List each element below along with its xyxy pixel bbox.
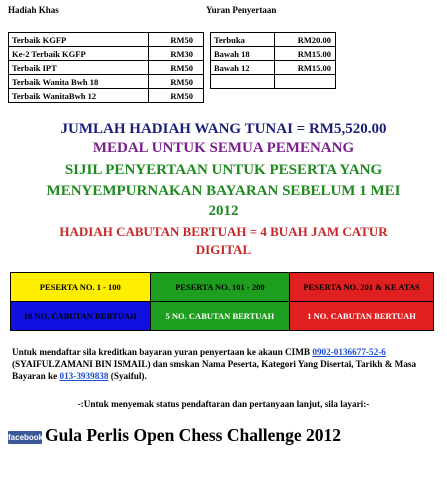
fees-heading: Yuran Penyertaan bbox=[206, 5, 277, 15]
fee-category: Bawah 12 bbox=[211, 61, 275, 75]
lucky-draw-line-1: HADIAH CABUTAN BERTUAH = 4 BUAH JAM CATUR bbox=[59, 224, 388, 239]
account-number-link[interactable]: 0902-0136677-52-6 bbox=[312, 347, 386, 357]
status-note: -:Untuk menyemak status pendaftaran dan pertanyaan lanjut, sila layari:- bbox=[77, 399, 370, 409]
facebook-page-title[interactable]: Gula Perlis Open Chess Challenge 2012 bbox=[45, 425, 342, 445]
certificate-line-1: SIJIL PENYERTAAN UNTUK PESERTA YANG bbox=[64, 162, 383, 178]
table-row bbox=[211, 47, 336, 61]
special-prizes-heading: Hadiah Khas bbox=[8, 5, 59, 15]
prize-name: Ke-2 Terbaik KGFP bbox=[9, 47, 149, 61]
payment-text: Untuk mendaftar sila kreditkan bayaran yuran penyertaan ke akaun CIMB bbox=[12, 347, 313, 357]
fee-amount: RM15.00 bbox=[274, 61, 335, 75]
payment-text: (SYAIFULZAMANI BIN ISMAIL) dan smskan Nama Peserta, Kategori Yang Disertai, Tarikh & Masa Bayaran ke bbox=[12, 359, 417, 381]
prize-amount: RM50 bbox=[148, 89, 203, 103]
table-row bbox=[11, 273, 434, 302]
table-row bbox=[9, 61, 204, 75]
draw-value-2: 5 NO. CABUTAN BERTUAH bbox=[150, 302, 290, 331]
fee-amount: RM20.00 bbox=[274, 33, 335, 47]
phone-number-link[interactable]: 013-3939838 bbox=[59, 371, 109, 381]
draw-header-1: PESERTA NO. 1 - 100 bbox=[11, 273, 151, 302]
draw-header-3: PESERTA NO. 201 & KE ATAS bbox=[290, 273, 434, 302]
fee-amount: RM15.00 bbox=[274, 47, 335, 61]
prize-amount: RM50 bbox=[148, 33, 203, 47]
prize-amount: RM30 bbox=[148, 47, 203, 61]
lucky-draw-table bbox=[10, 272, 434, 331]
payment-text: (Syaiful). bbox=[108, 371, 147, 381]
payment-instructions bbox=[12, 346, 432, 382]
medal-heading: MEDAL UNTUK SEMUA PEMENANG bbox=[92, 140, 355, 156]
table-row bbox=[9, 89, 204, 103]
table-row bbox=[11, 302, 434, 331]
draw-value-3: 1 NO. CABUTAN BERTUAH bbox=[290, 302, 434, 331]
prize-name: Terbaik IPT bbox=[9, 61, 149, 75]
table-row bbox=[211, 33, 336, 47]
facebook-icon[interactable]: facebook bbox=[8, 433, 44, 442]
draw-value-1: 10 NO. CABUTAN BERTUAH bbox=[11, 302, 151, 331]
total-prize-heading: JUMLAH HADIAH WANG TUNAI = RM5,520.00 bbox=[60, 121, 387, 137]
prize-name: Terbaik WanitaBwh 12 bbox=[9, 89, 149, 103]
certificate-line-3: 2012 bbox=[208, 203, 239, 219]
lucky-draw-line-2: DIGITAL bbox=[195, 242, 252, 257]
table-row bbox=[9, 47, 204, 61]
table-row bbox=[211, 75, 336, 89]
draw-header-2: PESERTA NO. 101 - 200 bbox=[150, 273, 290, 302]
table-row bbox=[211, 61, 336, 75]
prize-name: Terbaik KGFP bbox=[9, 33, 149, 47]
fee-category: Bawah 18 bbox=[211, 47, 275, 61]
certificate-line-2: MENYEMPURNAKAN BAYARAN SEBELUM 1 MEI bbox=[46, 183, 401, 199]
fee-category: Terbuka bbox=[211, 33, 275, 47]
prize-amount: RM50 bbox=[148, 75, 203, 89]
table-row bbox=[9, 75, 204, 89]
prize-name: Terbaik Wanita Bwh 18 bbox=[9, 75, 149, 89]
table-row bbox=[9, 33, 204, 47]
fee-empty-cell bbox=[274, 75, 335, 89]
fees-table bbox=[210, 32, 336, 89]
prize-amount: RM50 bbox=[148, 61, 203, 75]
fee-empty-cell bbox=[211, 75, 275, 89]
special-prizes-table bbox=[8, 32, 204, 103]
